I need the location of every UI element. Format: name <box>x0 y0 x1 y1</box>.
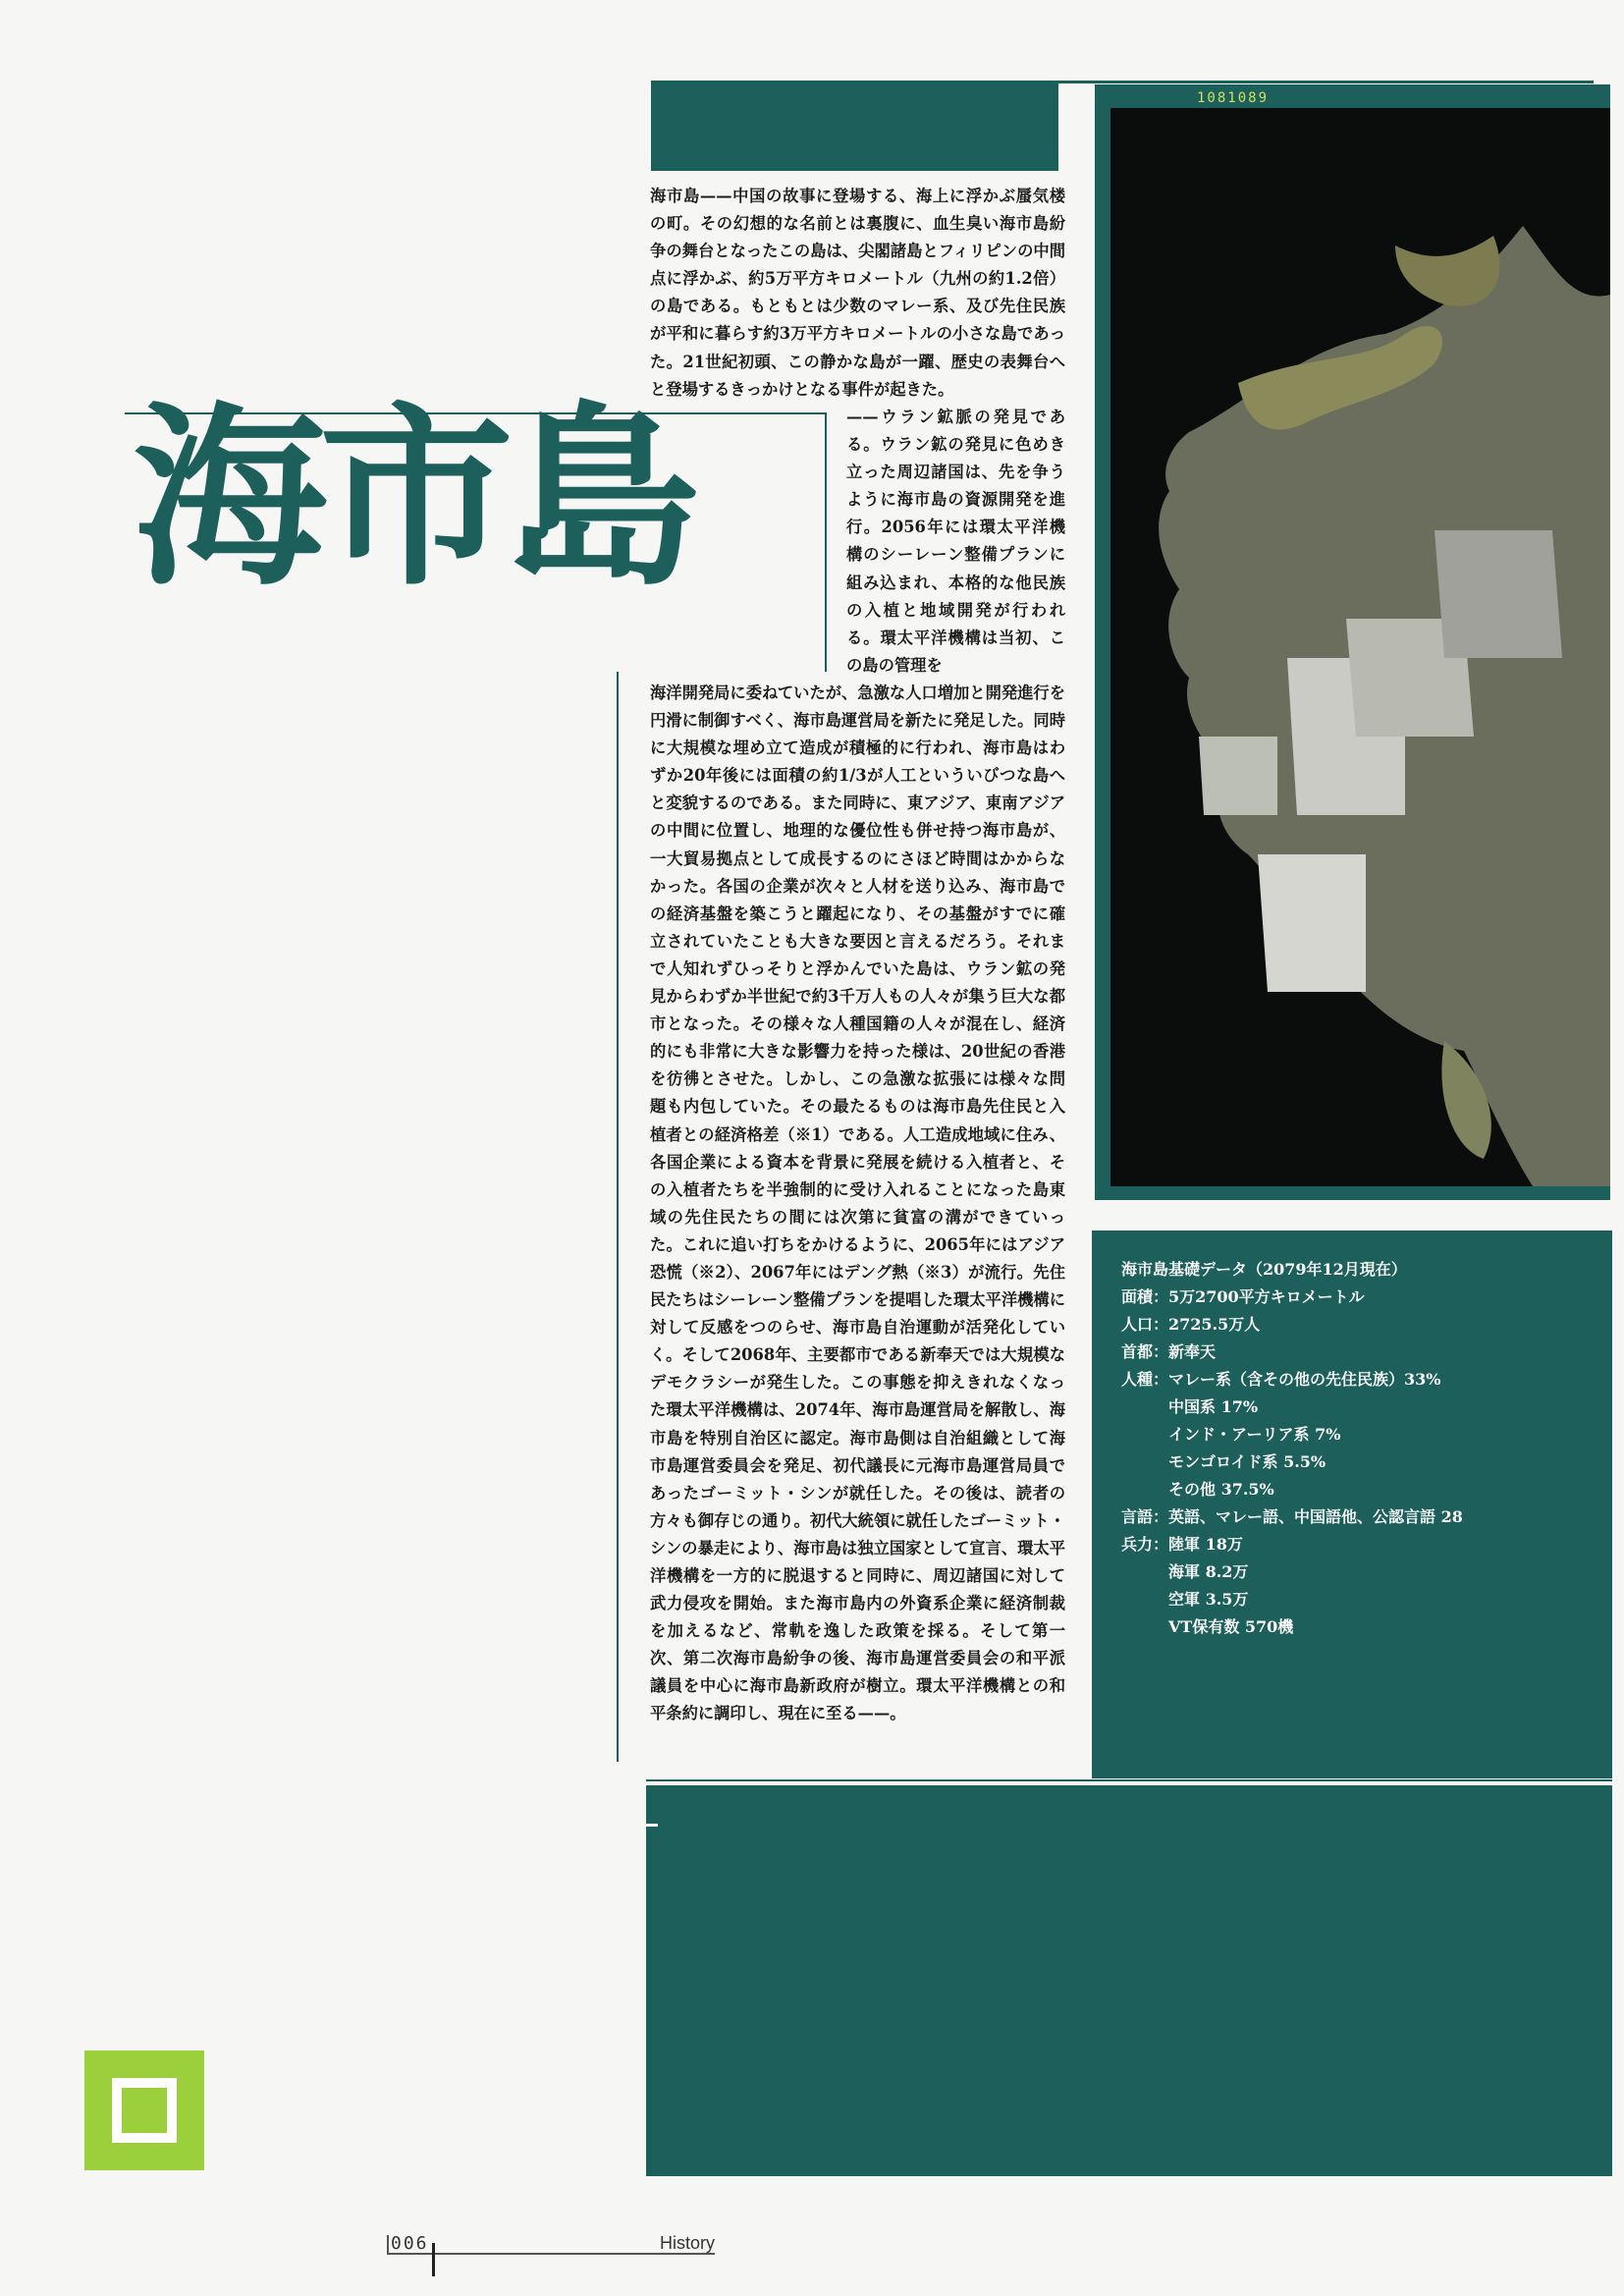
body-paragraph-3: 海洋開発局に委ねていたが、急激な人口増加と開発進行を円滑に制御すべく、海市島運営局を新たに発足した。同時に大規模な埋め立て造成が積極的に行われ、海市島はわずか20年後には面積の約1/3が人工といういびつな島へと変貌するのである。また同時に、東アジア、東南アジアの中間に位置し、地理的な優位性も併せ持つ海市島が、一大貿易拠点として成長するのにさほど時間はかからなかった。各国の企業が次々と人材を送り込み、海市島での経済基盤を築こうと躍起になり、その基盤がすでに確立されていたことも大きな要因と言えるだろう。それまで人知れずひっそりと浮かんでいた島は、ウラン鉱の発見からわずか半世紀で約3千万人もの人々が集う巨大な都市となった。その様々な人種国籍の人々が混在し、経済的にも非常に大きな影響力を持った様は、20世紀の香港を彷彿とさせた。しかし、この急激な拡張には様々な問題も内包していた。その最たるものは海市島先住民と入植者との経済格差（※1）である。人工造成地域に住み、各国企業による資本を背景に発展を続ける入植者と、その入植者たちを半強制的に受け入れることになった島東域の先住民たちの間には次第に貧富の溝ができていった。これに追い打ちをかけるように、2065年にはアジア恐慌（※2）、2067年にはデング熱（※3）が流行。先住民たちはシーレーン整備プランを提唱した環太平洋機構に対して反感をつのらせ、海市島自治運動が活発化していく。そして2068年、主要都市である新奉天では大規模なデモクラシーが発生した。この事態を抑えきれなくなった環太平洋機構は、2074年、海市島運営局を解散し、海市島を特別自治区に認定。海市島側は自治組織として海市島運営委員会を発足、初代議長に元海市島運営局員であったゴーミット・シンが就任した。その後は、読者の方々も御存じの通り。初代大統領に就任したゴーミット・シンの暴走により、海市島は独立国家として宣言、環太平洋機構を一方的に脱退すると同時に、周辺諸国に対して武力侵攻を開始。また海市島内の外資系企業に経済制裁を加えるなど、常軌を逸した政策を採る。そして第一次、第二次海市島紛争の後、海市島運営委員会の和平派議員を中心に海市島新政府が樹立。環太平洋機構との和平条約に調印し、現在に至る——。 <box>650 683 1065 1723</box>
data-race: 人種：マレー系（含その他の先住民族）33% <box>1121 1370 1441 1389</box>
page-number: 006 <box>391 2233 429 2254</box>
satellite-photo <box>1095 84 1610 1200</box>
body-paragraph-2: ——ウラン鉱脈の発見である。ウラン鉱の発見に色めき立った周辺諸国は、先を争うように海市島の資源開発を進行。2056年には環太平洋機構のシーレーン整備プランに組み込まれ、本格的な他民族の入植と地域開発が行われる。環太平洋機構は当初、この島の管理を <box>846 408 1065 675</box>
data-area: 面積：5万2700平方キロメートル <box>1121 1287 1365 1306</box>
section-square-icon <box>84 2050 204 2170</box>
data-race-indo-aryan: インド・アーリア系 7% <box>1168 1425 1341 1444</box>
data-race-other: その他 37.5% <box>1168 1480 1274 1499</box>
footer-left-bar <box>387 2235 389 2255</box>
photo-header-strip <box>1110 84 1610 108</box>
bottom-band-rule <box>646 1779 1612 1781</box>
data-military-air: 空軍 3.5万 <box>1168 1590 1249 1609</box>
data-language: 言語：英語、マレー語、中国語他、公認言語 28 <box>1121 1507 1463 1526</box>
data-military-navy: 海軍 8.2万 <box>1168 1562 1249 1581</box>
body-paragraph-1: 海市島——中国の故事に登場する、海上に浮かぶ蜃気楼の町。その幻想的な名前とは裏腹に、血生臭い海市島紛争の舞台となったこの島は、尖閣諸島とフィリピンの中間点に浮かぶ、約5万平方キロメートル（九州の約1.2倍）の島である。もともとは少数のマレー系、及び先住民族が平和に暮らす約3万平方キロメートルの小さな島であった。21世紀初頭、この静かな島が一躍、歴史の表舞台へと登場するきっかけとなる事件が起きた。 <box>650 187 1065 399</box>
island-map-image <box>1110 108 1610 1186</box>
data-military-vt: VT保有数 570機 <box>1168 1617 1294 1636</box>
island-data-box <box>1092 1230 1612 1778</box>
data-heading: 海市島基礎データ（2079年12月現在） <box>1121 1260 1407 1279</box>
bottom-teal-band <box>646 1785 1612 2176</box>
data-race-chinese: 中国系 17% <box>1168 1397 1259 1416</box>
footer-tick <box>432 2243 435 2276</box>
page-title: 海市島 <box>133 383 692 612</box>
photo-code: 1081089 <box>1197 90 1270 106</box>
section-label: History <box>660 2233 716 2253</box>
data-population: 人口：2725.5万人 <box>1121 1315 1261 1334</box>
data-race-mongoloid: モンゴロイド系 5.5% <box>1168 1452 1326 1471</box>
data-military-army: 兵力：陸軍 18万 <box>1121 1535 1243 1554</box>
data-capital: 首都：新奉天 <box>1121 1342 1217 1361</box>
bottom-band-tick <box>646 1824 658 1827</box>
top-header-band <box>651 81 1058 171</box>
square-inner-frame <box>112 2078 177 2143</box>
column-divider <box>617 672 619 1762</box>
